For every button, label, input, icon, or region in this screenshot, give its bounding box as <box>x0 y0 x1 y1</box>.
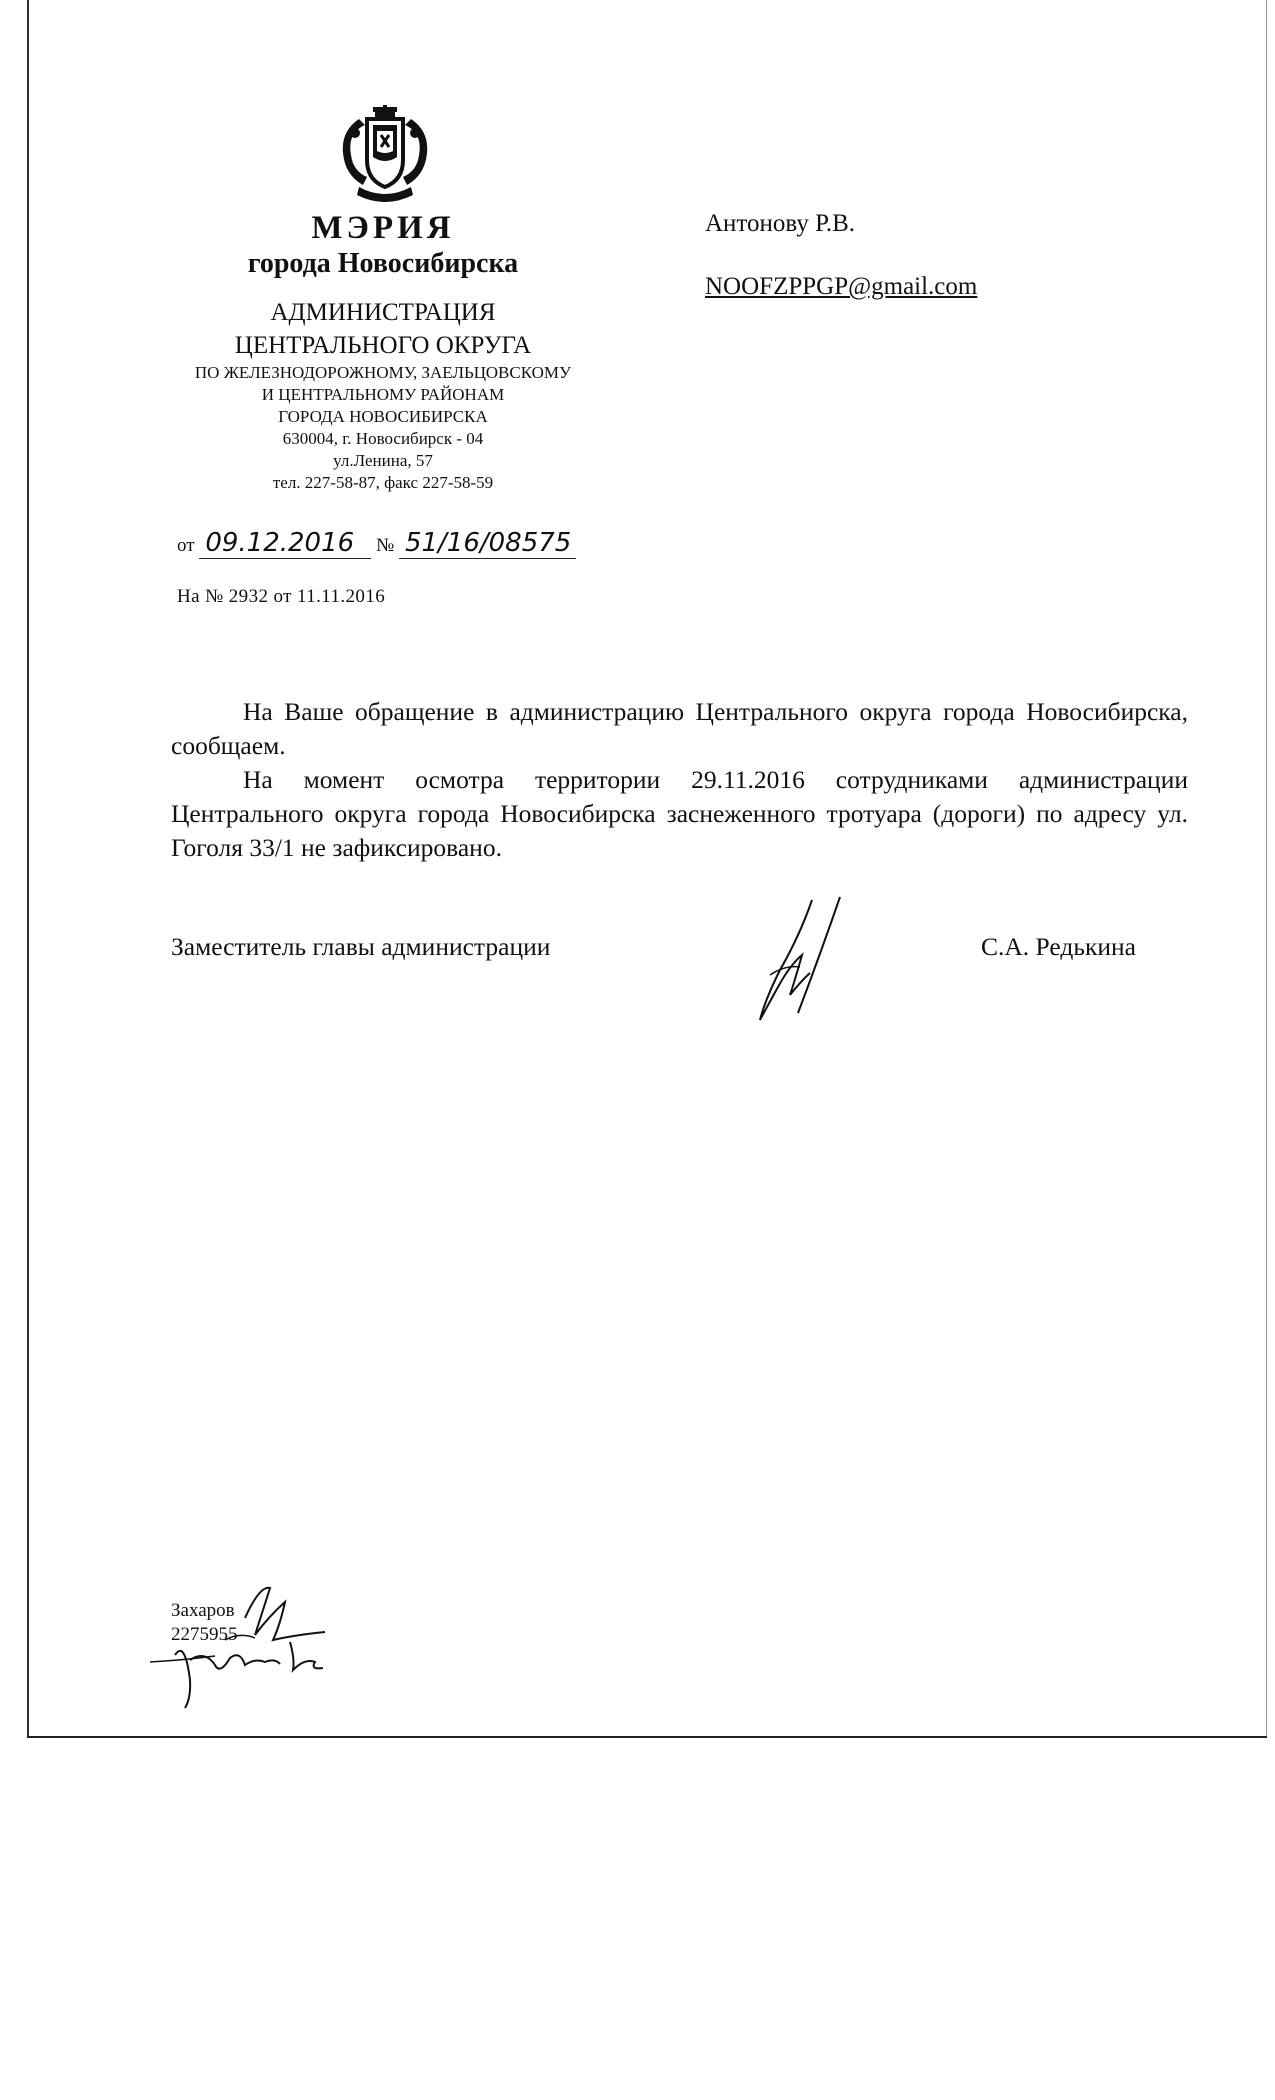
address-line-2: ул.Ленина, 57 <box>333 451 433 470</box>
body-paragraph-2: На момент осмотра территории 29.11.2016 сотрудниками администрации Центрального округа города Новосибирска заснеженного тротуара (дороги) по адресу ул. Гоголя 33/1 не зафиксировано. <box>171 765 1188 862</box>
recipient-name: Антонову Р.В. <box>705 210 856 237</box>
phone-line: тел. 227-58-87, факс 227-58-59 <box>272 473 494 492</box>
reference-line <box>177 528 576 559</box>
address-line-1: 630004, г. Новосибирск - 04 <box>282 429 484 448</box>
recipient-email[interactable]: NOOFZPPGP@gmail.com <box>705 273 978 300</box>
executor-name: Захаров <box>171 1600 235 1621</box>
date-prefix: от <box>177 535 195 556</box>
body-paragraph-1: На Ваше обращение в администрацию Центрального округа города Новосибирска, сообщаем. <box>171 697 1188 760</box>
sub-line-2: И ЦЕНТРАЛЬНОМУ РАЙОНАМ <box>261 385 505 404</box>
scan-edge-right <box>1266 0 1267 1738</box>
signatory-title: Заместитель главы администрации <box>171 932 551 961</box>
number-prefix: № <box>376 535 395 556</box>
scan-edge-bottom <box>27 1736 1267 1738</box>
sub-line-1: ПО ЖЕЛЕЗНОДОРОЖНОМУ, ЗАЕЛЬЦОВСКОМУ <box>194 363 572 382</box>
admin-line-1: АДМИНИСТРАЦИЯ <box>270 299 496 326</box>
handwritten-number: 51/16/08575 <box>399 528 576 559</box>
scan-edge-left <box>27 0 29 1738</box>
letter-body <box>171 695 1188 865</box>
executor-phone: 2275955 <box>171 1624 238 1645</box>
signatory-name: С.А. Редькина <box>981 932 1136 961</box>
letterhead <box>150 210 616 494</box>
handwritten-initials-icon <box>145 1580 370 1710</box>
sub-line-3: ГОРОДА НОВОСИБИРСКА <box>278 407 488 426</box>
coat-of-arms-icon <box>337 105 433 205</box>
org-title: МЭРИЯ <box>311 210 455 246</box>
admin-line-2: ЦЕНТРАЛЬНОГО ОКРУГА <box>234 332 532 359</box>
handwritten-date: 09.12.2016 <box>199 528 371 559</box>
handwritten-signature-icon <box>740 895 850 1030</box>
city-line: города Новосибирска <box>247 248 519 279</box>
reply-reference: На № 2932 от 11.11.2016 <box>177 586 386 607</box>
